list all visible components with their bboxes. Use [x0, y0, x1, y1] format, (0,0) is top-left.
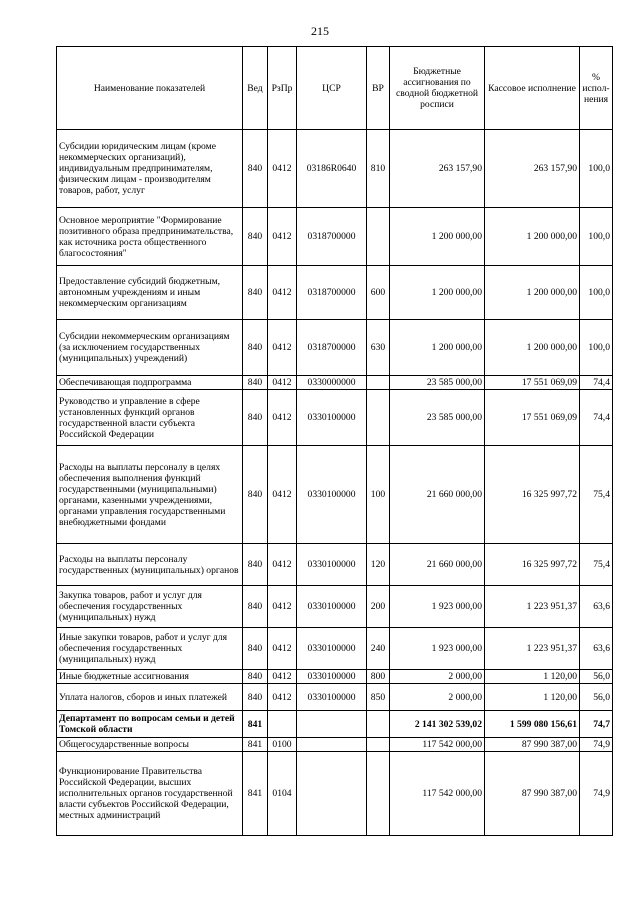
row-cash: 1 223 951,37	[485, 586, 580, 628]
row-csr: 0330100000	[297, 446, 367, 544]
row-name: Расходы на выплаты персоналу в целях обеспечения выполнения функций государственными (муниципальными) органами, казенными учреждениями, органами управления государственными внебюджетными фондами	[57, 446, 243, 544]
row-budget: 117 542 000,00	[390, 738, 485, 752]
budget-execution-table	[56, 46, 613, 836]
row-budget: 1 200 000,00	[390, 320, 485, 376]
page-number: 215	[311, 24, 329, 38]
row-name: Функционирование Правительства Российской Федерации, высших исполнительных органов государственной власти субъектов Российской Федерации, местных администраций	[57, 752, 243, 836]
row-ved: 840	[243, 320, 268, 376]
col-header-rzpr: РзПр	[268, 47, 297, 130]
row-vr: 120	[367, 544, 390, 586]
row-rzpr: 0100	[268, 738, 297, 752]
col-header-ved: Вед	[243, 47, 268, 130]
row-budget: 21 660 000,00	[390, 544, 485, 586]
row-rzpr: 0412	[268, 320, 297, 376]
row-rzpr: 0412	[268, 376, 297, 390]
row-vr	[367, 711, 390, 738]
row-rzpr: 0412	[268, 266, 297, 320]
row-rzpr: 0412	[268, 670, 297, 684]
row-percent: 74,9	[580, 738, 613, 752]
row-name: Общегосударственные вопросы	[57, 738, 243, 752]
row-cash: 1 200 000,00	[485, 208, 580, 266]
row-budget: 1 923 000,00	[390, 628, 485, 670]
row-csr: 0330000000	[297, 376, 367, 390]
row-csr: 0318700000	[297, 266, 367, 320]
table-row	[57, 752, 613, 836]
row-csr: 0330100000	[297, 586, 367, 628]
row-cash: 1 120,00	[485, 684, 580, 711]
row-percent: 74,9	[580, 752, 613, 836]
row-cash: 1 599 080 156,61	[485, 711, 580, 738]
row-percent: 100,0	[580, 130, 613, 208]
row-budget: 1 200 000,00	[390, 266, 485, 320]
row-budget: 23 585 000,00	[390, 390, 485, 446]
row-csr: 0330100000	[297, 670, 367, 684]
row-name: Уплата налогов, сборов и иных платежей	[57, 684, 243, 711]
row-vr	[367, 752, 390, 836]
row-csr	[297, 738, 367, 752]
row-cash: 1 200 000,00	[485, 320, 580, 376]
row-ved: 840	[243, 628, 268, 670]
row-percent: 63,6	[580, 628, 613, 670]
row-rzpr: 0412	[268, 628, 297, 670]
row-name: Руководство и управление в сфере установленных функций органов государственной власти субъекта Российской Федерации	[57, 390, 243, 446]
row-percent: 56,0	[580, 670, 613, 684]
table-row	[57, 684, 613, 711]
row-vr	[367, 390, 390, 446]
col-header-csr: ЦСР	[297, 47, 367, 130]
table-row	[57, 376, 613, 390]
row-name: Субсидии юридическим лицам (кроме некоммерческих организаций), индивидуальным предпринимателям, физическим лицам - производителям товаров, работ, услуг	[57, 130, 243, 208]
row-name: Закупка товаров, работ и услуг для обеспечения государственных (муниципальных) нужд	[57, 586, 243, 628]
row-cash: 87 990 387,00	[485, 752, 580, 836]
row-vr: 810	[367, 130, 390, 208]
row-rzpr	[268, 711, 297, 738]
row-rzpr: 0412	[268, 544, 297, 586]
row-percent: 75,4	[580, 446, 613, 544]
row-cash: 17 551 069,09	[485, 376, 580, 390]
row-rzpr: 0412	[268, 390, 297, 446]
row-percent: 56,0	[580, 684, 613, 711]
row-budget: 23 585 000,00	[390, 376, 485, 390]
row-cash: 263 157,90	[485, 130, 580, 208]
row-percent: 75,4	[580, 544, 613, 586]
row-ved: 840	[243, 130, 268, 208]
row-ved: 840	[243, 376, 268, 390]
row-vr: 600	[367, 266, 390, 320]
row-percent: 74,7	[580, 711, 613, 738]
table-row	[57, 738, 613, 752]
row-ved: 840	[243, 446, 268, 544]
row-csr: 0318700000	[297, 208, 367, 266]
col-header-vr: ВР	[367, 47, 390, 130]
row-cash: 1 200 000,00	[485, 266, 580, 320]
row-rzpr: 0412	[268, 130, 297, 208]
row-vr: 630	[367, 320, 390, 376]
row-budget: 2 141 302 539,02	[390, 711, 485, 738]
row-name: Департамент по вопросам семьи и детей Томской области	[57, 711, 243, 738]
row-cash: 16 325 997,72	[485, 446, 580, 544]
row-ved: 840	[243, 266, 268, 320]
row-percent: 74,4	[580, 376, 613, 390]
row-name: Основное мероприятие "Формирование позитивного образа предпринимательства, как источника роста общественного благосостояния"	[57, 208, 243, 266]
table-row	[57, 544, 613, 586]
col-header-budget: Бюджетные ассигнования по сводной бюджетной росписи	[390, 47, 485, 130]
row-name: Расходы на выплаты персоналу государственных (муниципальных) органов	[57, 544, 243, 586]
row-vr: 850	[367, 684, 390, 711]
row-vr	[367, 376, 390, 390]
table-row	[57, 628, 613, 670]
row-rzpr: 0412	[268, 586, 297, 628]
row-rzpr: 0104	[268, 752, 297, 836]
table-row	[57, 320, 613, 376]
row-budget: 263 157,90	[390, 130, 485, 208]
row-budget: 117 542 000,00	[390, 752, 485, 836]
row-budget: 2 000,00	[390, 684, 485, 711]
row-percent: 100,0	[580, 320, 613, 376]
table-row	[57, 266, 613, 320]
col-header-percent: % испол-нения	[580, 47, 613, 130]
row-cash: 87 990 387,00	[485, 738, 580, 752]
row-csr: 03186R0640	[297, 130, 367, 208]
row-rzpr: 0412	[268, 684, 297, 711]
table-row	[57, 711, 613, 738]
row-budget: 1 923 000,00	[390, 586, 485, 628]
table-row	[57, 390, 613, 446]
row-ved: 840	[243, 684, 268, 711]
row-budget: 2 000,00	[390, 670, 485, 684]
row-csr: 0330100000	[297, 390, 367, 446]
row-rzpr: 0412	[268, 446, 297, 544]
row-ved: 841	[243, 738, 268, 752]
row-csr: 0318700000	[297, 320, 367, 376]
row-ved: 841	[243, 711, 268, 738]
row-csr: 0330100000	[297, 628, 367, 670]
row-budget: 1 200 000,00	[390, 208, 485, 266]
row-percent: 100,0	[580, 208, 613, 266]
table-row	[57, 670, 613, 684]
row-name: Иные закупки товаров, работ и услуг для обеспечения государственных (муниципальных) нужд	[57, 628, 243, 670]
row-cash: 17 551 069,09	[485, 390, 580, 446]
row-percent: 74,4	[580, 390, 613, 446]
table-row	[57, 130, 613, 208]
table-header-row	[57, 47, 613, 130]
row-csr: 0330100000	[297, 684, 367, 711]
row-name: Субсидии некоммерческим организациям (за исключением государственных (муниципальных) учреждений)	[57, 320, 243, 376]
table-row	[57, 446, 613, 544]
row-cash: 16 325 997,72	[485, 544, 580, 586]
col-header-cash: Кассовое исполнение	[485, 47, 580, 130]
row-csr: 0330100000	[297, 544, 367, 586]
row-vr	[367, 738, 390, 752]
row-name: Иные бюджетные ассигнования	[57, 670, 243, 684]
row-name: Обеспечивающая подпрограмма	[57, 376, 243, 390]
row-percent: 100,0	[580, 266, 613, 320]
row-vr: 800	[367, 670, 390, 684]
row-vr: 240	[367, 628, 390, 670]
row-cash: 1 223 951,37	[485, 628, 580, 670]
row-vr	[367, 208, 390, 266]
col-header-name: Наименование показателей	[57, 47, 243, 130]
row-ved: 840	[243, 208, 268, 266]
row-csr	[297, 711, 367, 738]
row-ved: 841	[243, 752, 268, 836]
row-vr: 100	[367, 446, 390, 544]
table-row	[57, 208, 613, 266]
table-row	[57, 586, 613, 628]
row-rzpr: 0412	[268, 208, 297, 266]
row-csr	[297, 752, 367, 836]
row-vr: 200	[367, 586, 390, 628]
row-ved: 840	[243, 544, 268, 586]
row-cash: 1 120,00	[485, 670, 580, 684]
row-ved: 840	[243, 390, 268, 446]
row-name: Предоставление субсидий бюджетным, автономным учреждениям и иным некоммерческим организациям	[57, 266, 243, 320]
row-budget: 21 660 000,00	[390, 446, 485, 544]
row-ved: 840	[243, 670, 268, 684]
row-percent: 63,6	[580, 586, 613, 628]
row-ved: 840	[243, 586, 268, 628]
